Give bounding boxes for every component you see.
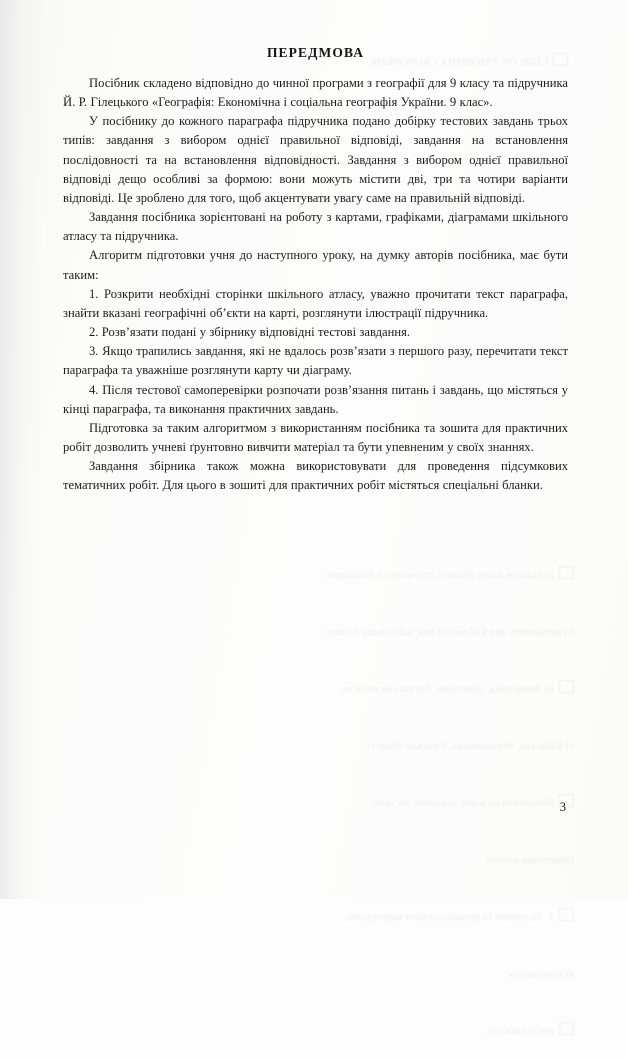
paragraph: Алгоритм підготовки учня до наступного уроку, на думку авторів посібника, має бути таким: bbox=[63, 248, 568, 282]
show-through-checkbox-icon bbox=[559, 908, 574, 921]
show-through-line: 1. Зіставити та проаналізувати картограми. bbox=[344, 911, 554, 923]
paragraph: Посібник складено відповідно до чинної програми з географії для 9 класу та підручника Й. Р. Гілецького «Географія: Економічна і соціальна географія України. 9 клас». bbox=[63, 76, 568, 110]
show-through-checkbox-icon bbox=[559, 1022, 574, 1035]
page-title: ПЕРЕДМОВА bbox=[266, 45, 365, 60]
show-through-row bbox=[54, 965, 574, 984]
show-through-line: відповідність bbox=[508, 968, 574, 980]
paragraph: Завдання посібника зорієнтовані на роботу з картами, графіками, діаграмами шкільного атласу та підручника. bbox=[63, 210, 568, 244]
show-through-row bbox=[54, 908, 574, 927]
show-through-row bbox=[54, 1022, 574, 1041]
list-item: 3. Якщо трапились завдання, які не вдалось розв’язати з першого разу, перечитати текст параграфа та уважніше розглянути карту чи діаграму. bbox=[63, 344, 568, 378]
page-number: 3 bbox=[559, 800, 566, 814]
show-through-line: послідовність bbox=[486, 1025, 554, 1037]
paragraph: Завдання збірника також можна використовувати для проведення підсумкових тематичних робіт. Для цього в зошиті для практичних робіт містяться спеціальні бланки. bbox=[63, 459, 568, 493]
list-item: 2. Розв’язати подані у збірнику відповідні тестові завдання. bbox=[89, 325, 411, 340]
list-item: 1. Розкрити необхідні сторінки шкільного атласу, уважно прочитати текст параграфа, знайти вказані географічні об’єкти на карті, розглянути ілюстрації підручника. bbox=[63, 286, 568, 320]
paragraph: Підготовка за таким алгоритмом з використанням посібника та зошита для практичних робіт дозволить учневі ґрунтовно вивчити матеріал та бути упевненим у своїх знаннях. bbox=[63, 420, 568, 454]
paragraph: У посібнику до кожного параграфа підручника подано добірку тестових завдань трьох типів: завдання з вибором однієї правильної відповіді, завдання на встановлення послідовності та на встановлення відповідності. Завдання з вибором однієї правильної відповіді дещо особливі за формою: вони можуть містити дві, три та чотири варіанти відповіді. Це зроблено для того, щоб акцентувати увагу саме на правильній відповіді. bbox=[63, 114, 568, 205]
text-column bbox=[63, 0, 568, 495]
list-item: 4. Після тестової самоперевірки розпочати розв’язання питань і завдань, що містяться у кінці параграфа, та виконання практичних завдань. bbox=[63, 382, 568, 416]
body-text bbox=[63, 61, 568, 495]
